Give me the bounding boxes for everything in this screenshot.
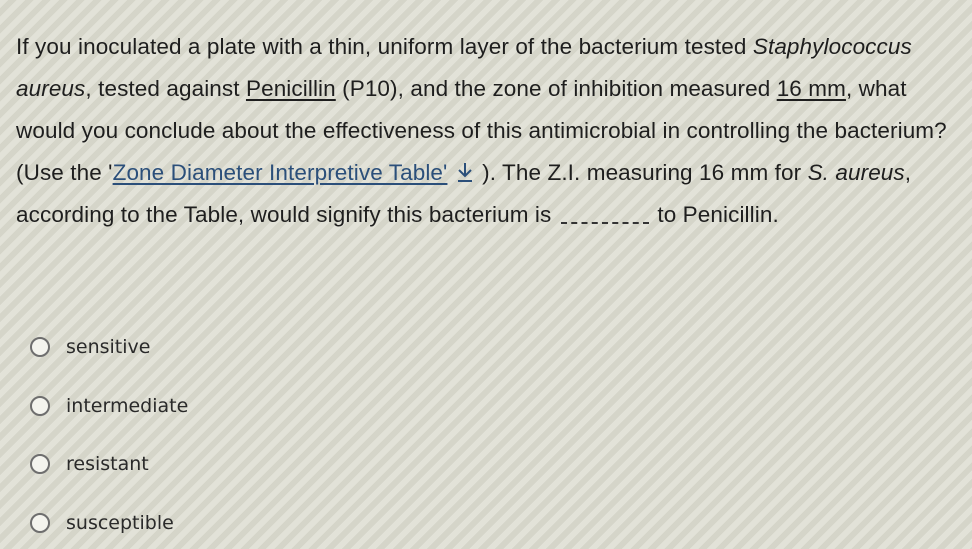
option-susceptible[interactable]: [30, 494, 930, 549]
radio-circle-icon[interactable]: [30, 337, 50, 357]
organism-short-name: S. aureus: [807, 160, 905, 185]
question-part-2: , tested against: [85, 76, 246, 101]
option-sensitive[interactable]: [30, 318, 930, 377]
option-label: sensitive: [66, 336, 151, 359]
radio-circle-icon[interactable]: [30, 513, 50, 533]
answer-options: [30, 318, 930, 549]
option-intermediate[interactable]: [30, 377, 930, 436]
answer-blank: [561, 204, 649, 224]
question-part-1: If you inoculated a plate with a thin, uniform layer of the bacterium tested: [16, 34, 747, 59]
question-text: [16, 26, 964, 236]
radio-circle-icon[interactable]: [30, 454, 50, 474]
question-part-4: , what would you conclude about the effectiveness of this antimicrobial in controlling the bacterium? (Use the ': [16, 76, 947, 185]
radio-circle-icon[interactable]: [30, 396, 50, 416]
option-resistant[interactable]: [30, 435, 930, 494]
download-icon[interactable]: [456, 155, 474, 177]
question-part-3: (P10), and the zone of inhibition measured: [335, 76, 777, 101]
question-part-5: ). The Z.I. measuring 16 mm for: [475, 160, 808, 185]
option-label: susceptible: [66, 511, 174, 534]
zone-table-link[interactable]: Zone Diameter Interpretive Table': [112, 160, 448, 185]
zone-measurement: 16 mm: [776, 76, 846, 101]
option-label: intermediate: [66, 394, 189, 417]
question-part-6: , according to the Table, would signify this bacterium is: [16, 160, 912, 227]
organism-name: Staphylococcus aureus: [16, 34, 912, 101]
option-label: resistant: [66, 453, 149, 476]
question-part-7: to Penicillin.: [657, 202, 779, 227]
drug-name: Penicillin: [245, 76, 336, 101]
